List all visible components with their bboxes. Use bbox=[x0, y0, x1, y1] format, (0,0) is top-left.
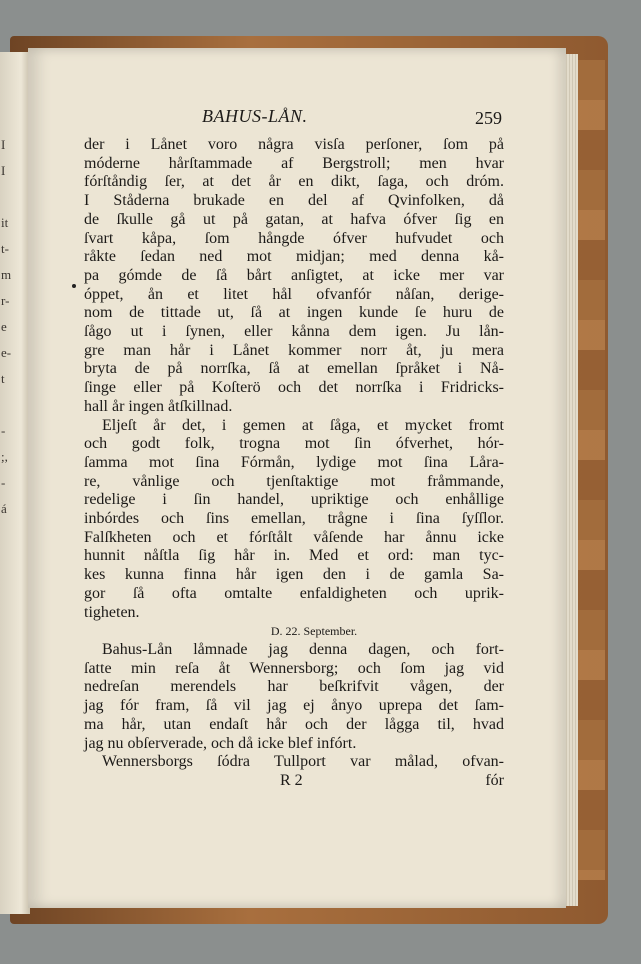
running-header bbox=[84, 106, 504, 136]
text-line: råkte ſedan ned mot midjan; med denna kå- bbox=[84, 248, 504, 266]
body-text bbox=[84, 136, 504, 772]
text-line: móderne hårſtammade af Bergstroll; men hvar bbox=[84, 154, 504, 172]
text-line: jag nu obſerverade, och då icke blef infórt. bbox=[84, 734, 357, 752]
text-line: ſvart kåpa, ſom hångde ófver hufvudet och bbox=[84, 229, 504, 247]
text-line: hunnit nåſtla ſig hår in. Med et ord: man tyc- bbox=[84, 547, 504, 565]
text-line: gre man hår i Lånet kommer norr åt, ju mera bbox=[84, 341, 504, 359]
text-line: tigheten. bbox=[84, 603, 140, 621]
text-line: inbórdes och ſins emellan, trågne i ſina ſyſſlor. bbox=[84, 510, 504, 528]
left-page-edge bbox=[0, 52, 30, 914]
text-line: I Ståderna brukade en del af Qvinfolken, då bbox=[84, 192, 504, 210]
page-footer bbox=[84, 772, 504, 792]
text-line: Wennersborgs ſódra Tullport var målad, ofvan- bbox=[102, 753, 504, 771]
page-number: 259 bbox=[475, 108, 502, 128]
text-line: D. 22. September. bbox=[270, 624, 358, 639]
page-text-block bbox=[84, 106, 504, 792]
book-page bbox=[28, 48, 566, 908]
text-line: fórſtåndig ſer, at det år en dikt, ſaga, och dróm. bbox=[84, 173, 504, 191]
text-line: Falſkheten och et fórſtålt våſende har ånnu icke bbox=[84, 528, 504, 546]
text-line: re, vånlige och tjenſtaktige mot fråmmande, bbox=[84, 472, 504, 490]
text-line: ma hår, utan endaſt hår och der lågga til, hvad bbox=[84, 715, 504, 733]
text-line: redelige i ſin handel, upriktige och enhållige bbox=[84, 491, 504, 509]
text-line: jag fór fram, ſå vil jag ej ånyo uprepa det ſam- bbox=[84, 697, 504, 715]
ink-mark bbox=[72, 284, 76, 288]
text-line: Eljeſt år det, i gemen at ſåga, et mycket fromt bbox=[102, 416, 504, 434]
cover-texture bbox=[575, 60, 605, 880]
left-page-cut-text: I I it t- m r- e e- t - ;, - á bbox=[1, 137, 12, 516]
text-line: kes kunna finna hår igen den i de gamla Sa- bbox=[84, 566, 504, 584]
text-line: ſatte min reſa åt Wennersborg; och ſom jag vid bbox=[84, 659, 504, 677]
text-line: der i Lånet voro några visſa perſoner, ſom på bbox=[84, 136, 504, 153]
page-block-edges bbox=[564, 54, 578, 906]
text-line: ſinge eller på Koſterö och det norrſka i Fridricks- bbox=[84, 379, 504, 397]
text-line: pa gómde de ſå bårt anſigtet, at icke mer var bbox=[84, 266, 504, 284]
text-line: óppet, ån et litet hål ofvanfór nåſan, derige- bbox=[84, 285, 504, 303]
text-line: och godt folk, trogna mot ſin ófverhet, hór- bbox=[84, 435, 504, 453]
text-line: nom de tittade ut, ſå at ingen kunde ſe huru de bbox=[84, 304, 504, 322]
text-line: nedreſan merendels har beſkrifvit vågen, der bbox=[84, 678, 504, 696]
signature-mark: R 2 bbox=[280, 771, 303, 789]
text-line: gor ſå ofta omtalte enfaldigheten och uprik- bbox=[84, 584, 504, 602]
text-line: bryta de på norrſka, ſå at emellan ſpråket i Nå- bbox=[84, 360, 504, 378]
text-line: ſamma mot ſina Fórmån, lydige mot ſina Låra- bbox=[84, 453, 504, 471]
running-title: BAHUS-LÅN. bbox=[202, 106, 308, 126]
text-line: Bahus-Lån låmnade jag denna dagen, och fort- bbox=[102, 640, 504, 658]
text-line: ſågo ut i ſynen, eller kånna dem igen. Ju lån- bbox=[84, 323, 504, 341]
text-line: hall år ingen åtſkillnad. bbox=[84, 397, 233, 415]
text-line: de ſkulle gå ut på gatan, at hafva ófver ſig en bbox=[84, 210, 504, 228]
catchword: fór bbox=[485, 771, 504, 789]
